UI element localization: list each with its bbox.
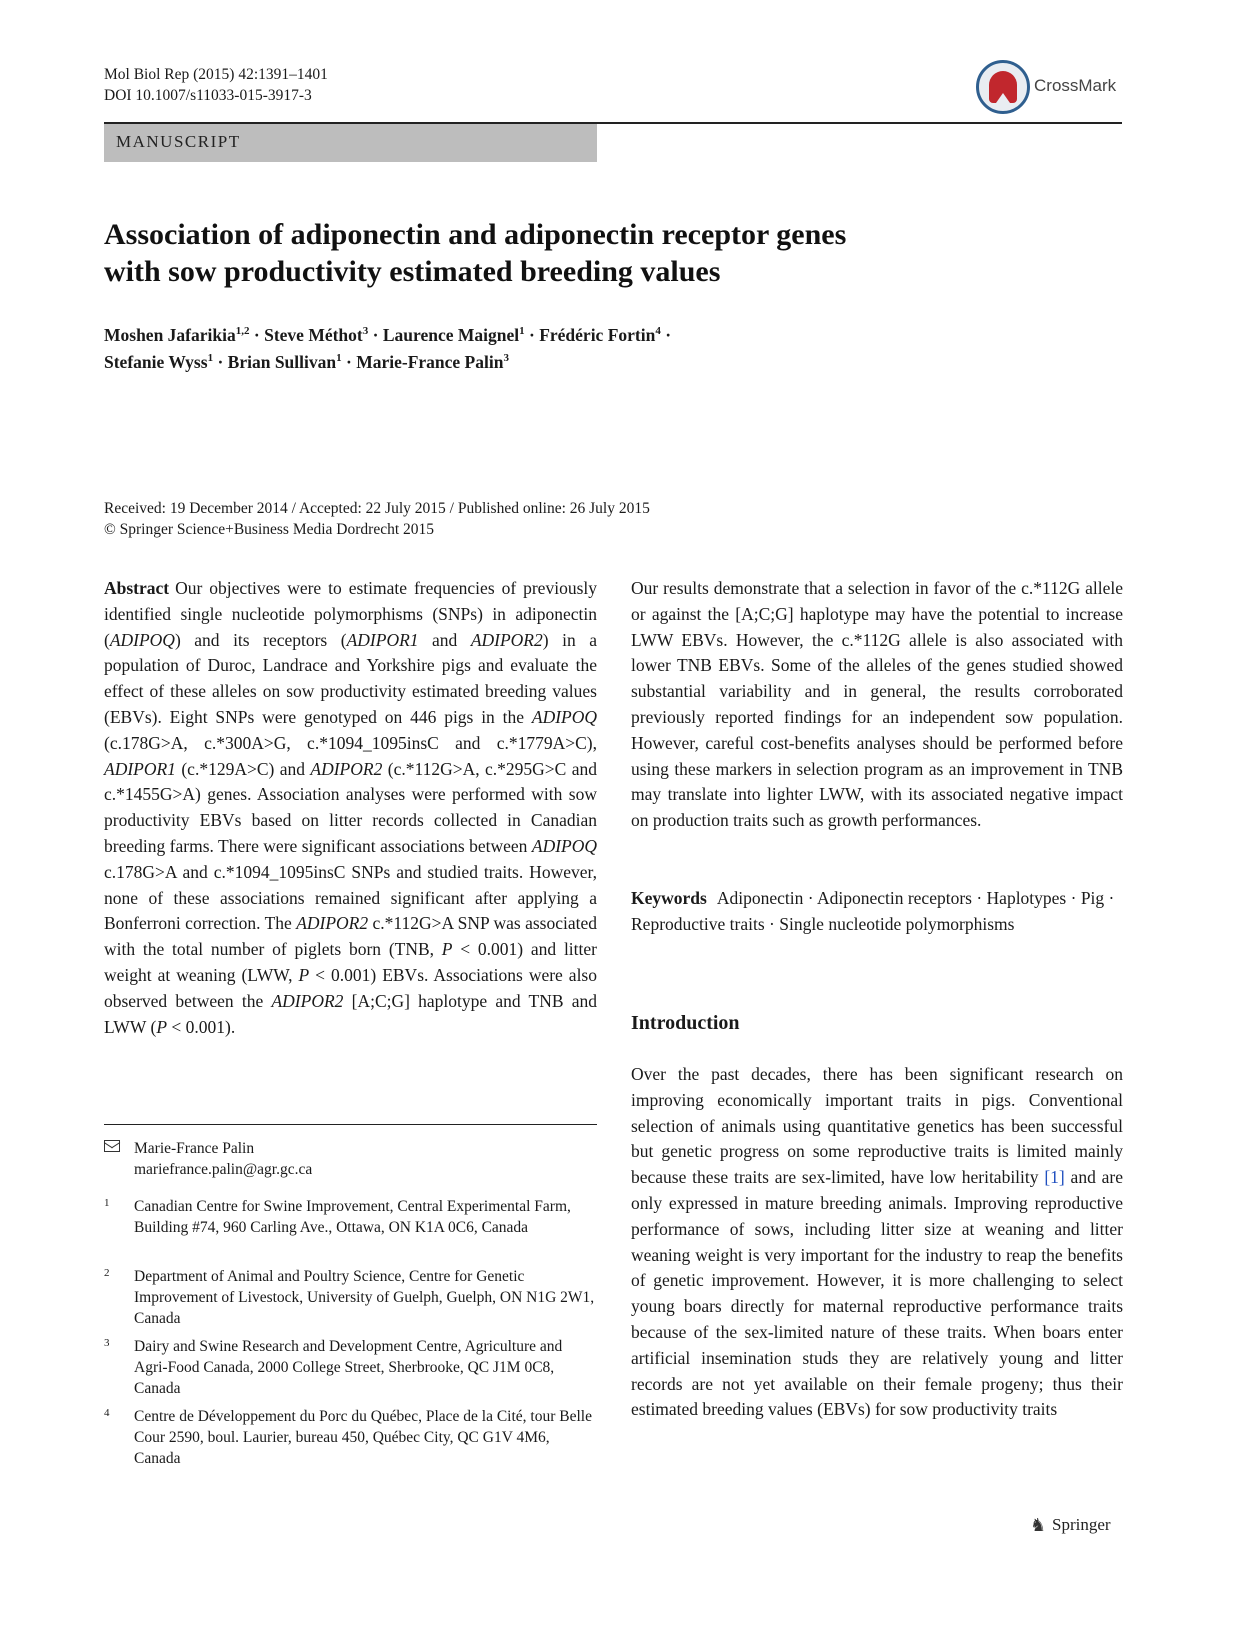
affiliation-3 [104,1336,597,1399]
section-tag: MANUSCRIPT [104,124,597,162]
abstract-text: (c.*112G>A, c.*295G>C and c.*1455G>A) genes. Association analyses were performed with sow productivity EBVs based on litter records collected in Canadian breeding farms. There were significant associations between [104,758,597,856]
author-name[interactable]: Steve Méthot [264,325,363,345]
gene-name: ADIPOR2 [310,758,383,779]
abstract-text: [A;C;G] haplotype and TNB and LWW ( [104,990,598,1037]
p-symbol: P [298,964,310,985]
doi-line: DOI 10.1007/s11033-015-3917-3 [104,87,312,104]
footnote-rule [104,1124,597,1125]
gene-name: ADIPOQ [109,629,175,650]
gene-name: ADIPOR1 [346,629,419,650]
publisher-logo [1030,1513,1130,1539]
gene-name: ADIPOR2 [470,629,543,650]
abstract-text: ) in a population of Duroc, Landrace and Yorkshire pigs and evaluate the effect of these alleles on sow productivity estimated breeding values (EBVs). Eight SNPs were genotyped on 446 pigs in the [104,629,597,727]
abstract-text: Our objectives were to estimate frequencies of previously identified single nucleotide polymorphisms (SNPs) in adiponectin ( [104,578,597,650]
abstract-heading: Abstract [104,578,170,598]
journal-citation [104,64,328,106]
citation-link[interactable]: [1] [1044,1167,1065,1188]
author-name[interactable]: Brian Sullivan [227,352,337,372]
author-affiliation: 4 [655,325,661,338]
keywords-heading: Keywords [631,888,707,908]
author-affiliation: 3 [503,352,509,365]
author-affiliation: 3 [362,325,369,338]
crossmark-label: CrossMark [1034,76,1117,95]
publication-dates [104,498,650,540]
abstract-text: < 0.001) and litter weight at weaning (LWW, [104,939,597,985]
keywords [631,886,1123,938]
abstract-text: c.178G>A and c.*1094_1095insC SNPs and studied traits. However, none of these associations remained significant after applying a Bonferroni correction. The [104,861,597,934]
affiliation-4 [104,1406,597,1469]
introduction-paragraph: and are only expressed in mature breeding animals. Improving reproductive performance of sows, including litter size at weaning and litter weaning weight is very important for the industry to reap the benefits of genetic improvement. However, it is more challenging to select young boars directly for maternal reproductive performance traits because of the sex-limited nature of these traits. When boars enter artificial insemination studs they are relatively young and litter records are not yet available on their female progeny; thus their estimated breeding values (EBVs) for sow productivity traits [631,1167,1123,1420]
gene-name: ADIPOQ [531,706,597,727]
introduction-paragraph: Over the past decades, there has been significant research on improving economically important traits in pigs. Conventional selection of animals using quantitative genetics has been successful but genetic progress on some reproductive traits is limited mainly because these traits are sex-limited, have low heritability [631,1064,1123,1188]
abstract-text: (c.178G>A, c.*300A>G, c.*1094_1095insC and c.*1779A>C), [104,732,597,753]
affiliation-2 [104,1266,597,1329]
author-affiliation: 1 [207,352,214,365]
p-symbol: P [441,939,453,960]
author-line-2: Stefanie Wyss$^1$ · Brian Sullivan$^1$ · Marie-France Palin$^3$ [104,352,509,372]
crossmark-badge[interactable] [976,60,1126,116]
author-name[interactable]: Moshen Jafarikia [104,325,236,345]
affiliation-number: 3 [104,1337,110,1349]
author-line-1: Moshen Jafarikia$^{1,2}$ · Steve Méthot$^3$ · Laurence Maignel$^1$ · Frédéric Fortin$^4$ · [104,325,672,345]
author-affiliation: 1 [336,352,342,365]
author-name[interactable]: Marie-France Palin [356,352,504,372]
introduction-text [631,1062,1123,1423]
abstract-text: < 0.001) EBVs. Associations were also observed between the [104,964,597,1011]
dates-line: Received: 19 December 2014 / Accepted: 22 July 2015 / Published online: 26 July 2015 [104,500,650,517]
author-list [104,322,904,376]
keywords-text: Adiponectin · Adiponectin receptors · Haplotypes · Pig · Reproductive traits · Single nucleotide polymorphisms [631,888,1115,934]
article-title [104,216,1004,290]
gene-name: ADIPOQ [531,835,597,856]
correspondence [104,1138,597,1180]
title-line-1: Association of adiponectin and adiponectin receptor genes [104,218,847,251]
abstract-text: (c.*129A>C) and [175,758,311,779]
affiliation-text: Department of Animal and Poultry Science, Centre for Genetic Improvement of Livestock, University of Guelph, Guelph, ON N1G 2W1, Canada [134,1268,595,1327]
affiliation-number: 1 [104,1197,110,1209]
author-name[interactable]: Laurence Maignel [382,325,520,345]
author-name[interactable]: Stefanie Wyss [104,352,208,372]
journal-line: Mol Biol Rep (2015) 42:1391–1401 [104,66,328,83]
affiliation-text: Canadian Centre for Swine Improvement, Central Experimental Farm, Building #74, 960 Carling Ave., Ottawa, ON K1A 0C6, Canada [134,1198,571,1236]
correspondence-email[interactable]: mariefrance.palin@agr.gc.ca [134,1161,313,1178]
correspondence-name: Marie-France Palin [134,1140,255,1157]
abstract-text: ) and its receptors ( [174,629,347,650]
affiliation-number: 2 [104,1267,110,1279]
publisher-name: Springer [1052,1515,1111,1534]
copyright-line: © Springer Science+Business Media Dordrecht 2015 [104,521,435,538]
affiliation-text: Dairy and Swine Research and Development Centre, Agriculture and Agri-Food Canada, 2000 College Street, Sherbrooke, QC J1M 0C8, Canada [134,1338,563,1397]
title-line-2: with sow productivity estimated breeding values [104,255,721,288]
abstract [104,576,597,1040]
gene-name: ADIPOR2 [271,990,344,1011]
springer-horse-icon: ♞ [1030,1515,1047,1535]
affiliation-1 [104,1196,597,1238]
abstract-text: and [418,629,471,650]
author-affiliation: 1,2 [235,325,250,338]
p-symbol: P [156,1016,168,1037]
gene-name: ADIPOR2 [296,913,369,934]
abstract-text: < 0.001). [167,1016,236,1037]
author-name[interactable]: Frédéric Fortin [539,325,656,345]
abstract-continued: Our results demonstrate that a selection in favor of the c.*112G allele or against the [A;C;G] haplotype may have the potential to increase LWW EBVs. However, the c.*112G allele is also associated with lower TNB EBVs. Some of the alleles of the genes studied showed substantial variability and in general, the results corroborated previously reported findings for an independent sow population. However, careful cost-benefits analyses should be performed before using these markers in selection program as an improvement in TNB may translate into lighter LWW, with its associated negative impact on production traits such as growth performances. [631,578,1123,831]
introduction-heading: Introduction [631,1012,740,1034]
gene-name: ADIPOR1 [104,758,176,779]
envelope-icon [104,1140,120,1152]
abstract-text: c.*112G>A SNP was associated with the total number of piglets born (TNB, [104,913,597,960]
affiliation-text: Centre de Développement du Porc du Québec, Place de la Cité, tour Belle Cour 2590, boul. Laurier, bureau 450, Québec City, QC G1V 4M6, Canada [134,1408,592,1467]
author-affiliation: 1 [519,325,525,338]
affiliation-number: 4 [104,1407,110,1419]
crossmark-icon [976,60,1030,114]
